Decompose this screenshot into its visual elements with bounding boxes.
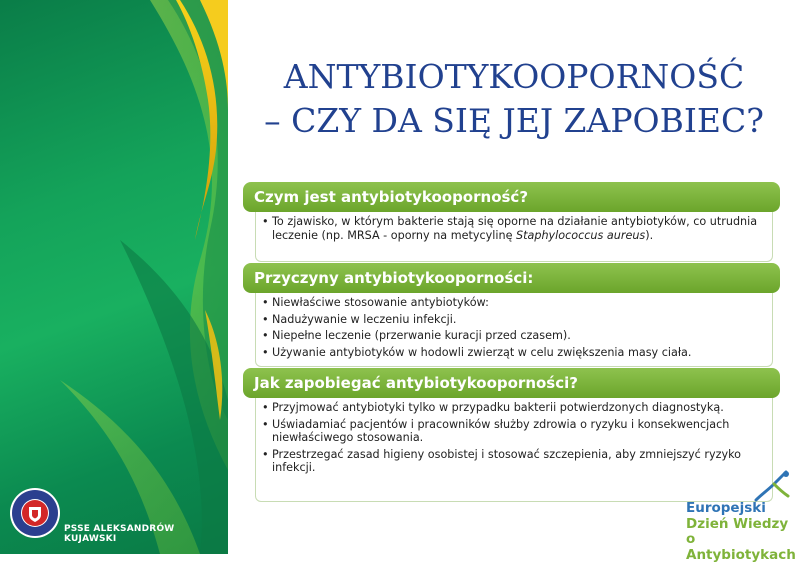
section-body-definition: [255, 212, 773, 262]
logo-line-3: Antybiotykach: [686, 548, 800, 563]
section-body-causes: [255, 293, 773, 367]
title-line-1: ANTYBIOTYKOOPORNOŚĆ: [236, 55, 792, 99]
antibiotic-day-logo-icon: [752, 470, 792, 504]
list-item: • Nadużywanie w leczeniu infekcji.: [260, 313, 768, 327]
decorative-side-panel: [0, 0, 228, 554]
organization-name: PSSE ALEKSANDRÓW KUJAWSKI: [64, 524, 228, 544]
title-line-2: – CZY DA SIĘ JEJ ZAPOBIEC?: [236, 99, 792, 143]
list-item: • Przyjmować antybiotyki tylko w przypadku bakterii potwierdzonych diagnostyką.: [260, 401, 768, 415]
section-body-prevention: [255, 398, 773, 502]
list-item: • Niepełne leczenie (przerwanie kuracji przed czasem).: [260, 329, 768, 343]
section-heading-prevention: Jak zapobiegać antybiotykooporności?: [243, 368, 780, 398]
list-item: • Uświadamiać pacjentów i pracowników służby zdrowia o ryzyku i konsekwencjach niewłaściwego stosowania.: [260, 418, 768, 445]
sanitary-inspection-seal: [9, 487, 61, 539]
page-title: [236, 55, 792, 143]
section-heading-causes: Przyczyny antybiotykooporności:: [243, 263, 780, 293]
list-item: • Przestrzegać zasad higieny osobistej i stosować szczepienia, aby zmniejszyć ryzyko infekcji.: [260, 448, 768, 475]
list-item: • Niewłaściwe stosowanie antybiotyków:: [260, 296, 768, 310]
section-heading-definition: Czym jest antybiotykooporność?: [243, 182, 780, 212]
logo-line-2: Dzień Wiedzy o: [686, 517, 800, 548]
list-item: • To zjawisko, w którym bakterie stają się oporne na działanie antybiotyków, co utrudnia leczenie (np. MRSA - oporny na metycylinę Staphylococcus aureus).: [260, 215, 768, 242]
logo-line-1: Europejski: [686, 501, 800, 517]
list-item: • Używanie antybiotyków w hodowli zwierząt w celu zwiększenia masy ciała.: [260, 346, 768, 360]
decorative-swirl-graphic: [0, 0, 228, 554]
